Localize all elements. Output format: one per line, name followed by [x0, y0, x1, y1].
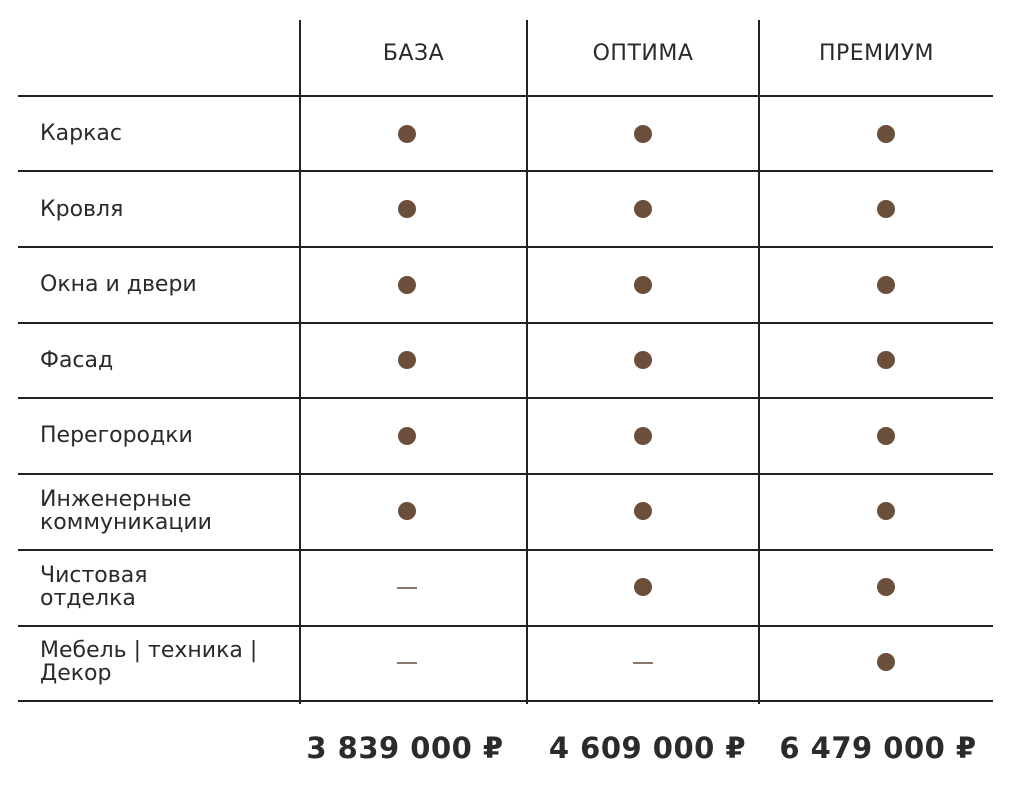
- included-dot-icon: [877, 653, 895, 671]
- included-dot-icon: [634, 200, 652, 218]
- price-premium: 6 479 000 ₽: [779, 731, 977, 765]
- row-label: Мебель | техника | Декор: [40, 638, 258, 687]
- not-included-dash-icon: [397, 662, 417, 664]
- included-dot-icon: [877, 578, 895, 596]
- included-dot-icon: [398, 502, 416, 520]
- column-divider: [526, 20, 528, 704]
- row-label: Кровля: [40, 196, 124, 222]
- included-dot-icon: [634, 578, 652, 596]
- column-header-premium: ПРЕМИУМ: [818, 40, 935, 66]
- price-optima: 4 609 000 ₽: [548, 731, 747, 765]
- included-dot-icon: [398, 351, 416, 369]
- price-base: 3 839 000 ₽: [306, 731, 504, 765]
- included-dot-icon: [634, 125, 652, 143]
- included-dot-icon: [877, 125, 895, 143]
- row-label: Окна и двери: [40, 272, 197, 298]
- included-dot-icon: [877, 427, 895, 445]
- included-dot-icon: [877, 276, 895, 294]
- column-divider: [299, 20, 301, 704]
- included-dot-icon: [877, 200, 895, 218]
- comparison-table: [18, 20, 993, 704]
- row-label: Инженерные коммуникации: [40, 487, 212, 536]
- included-dot-icon: [398, 125, 416, 143]
- included-dot-icon: [398, 276, 416, 294]
- included-dot-icon: [634, 351, 652, 369]
- included-dot-icon: [877, 351, 895, 369]
- included-dot-icon: [398, 427, 416, 445]
- not-included-dash-icon: [633, 662, 653, 664]
- included-dot-icon: [634, 502, 652, 520]
- row-label: Перегородки: [40, 423, 193, 449]
- row-label: Фасад: [40, 347, 114, 373]
- column-header-base: БАЗА: [382, 40, 445, 66]
- row-label: Чистовая отделка: [40, 562, 148, 611]
- not-included-dash-icon: [397, 587, 417, 589]
- row-label: Каркас: [40, 121, 122, 147]
- included-dot-icon: [398, 200, 416, 218]
- row-divider: [18, 700, 993, 702]
- included-dot-icon: [634, 276, 652, 294]
- column-divider: [758, 20, 760, 704]
- column-header-optima: ОПТИМА: [592, 40, 694, 66]
- included-dot-icon: [877, 502, 895, 520]
- included-dot-icon: [634, 427, 652, 445]
